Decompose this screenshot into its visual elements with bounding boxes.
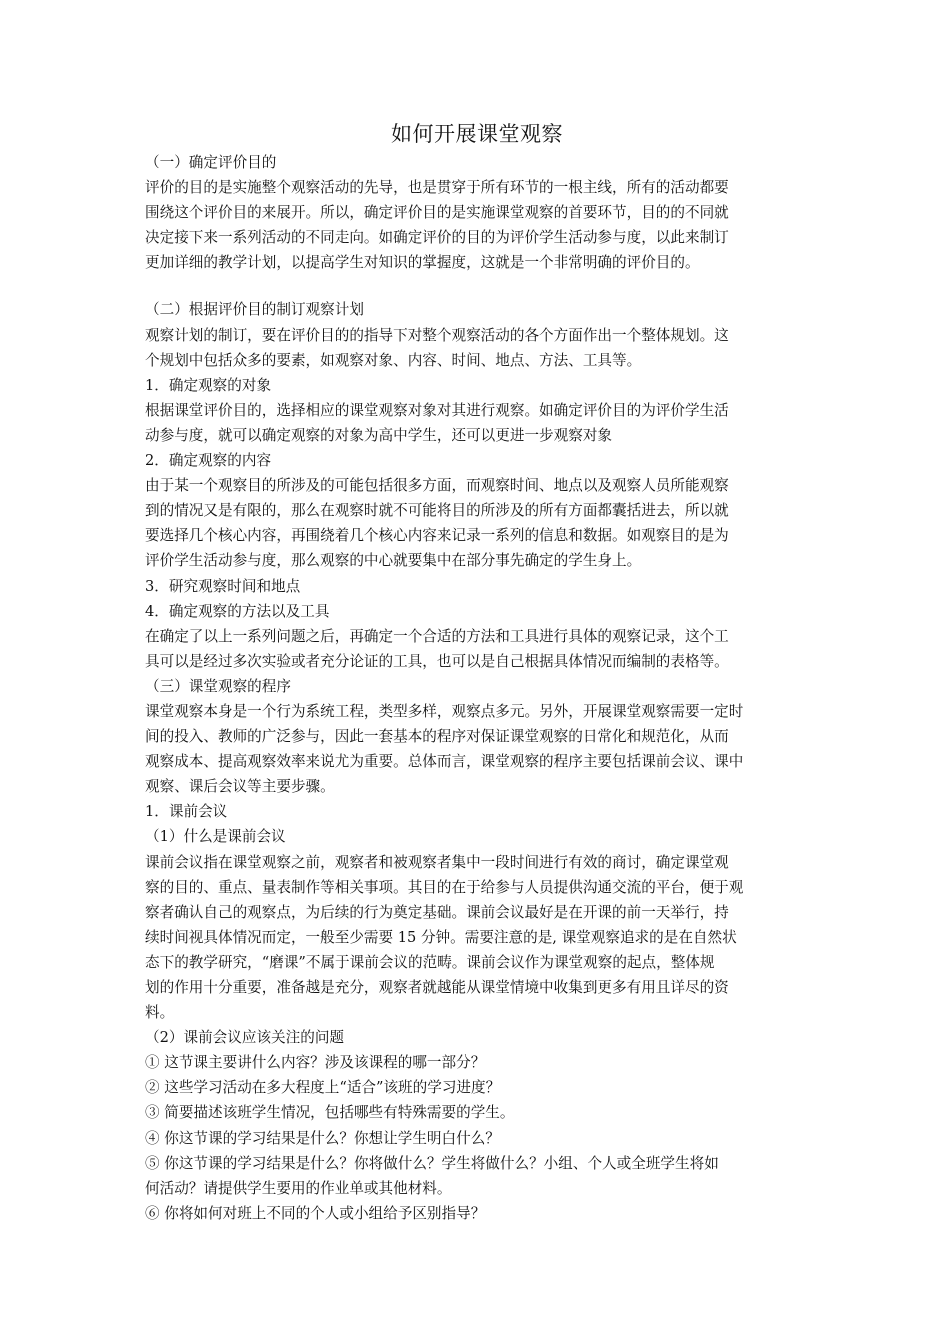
- list-item: ⑤ 你这节课的学习结果是什么？你将做什么？学生将做什么？小组、个人或全班学生将如: [145, 1154, 719, 1172]
- paragraph-line: 围绕这个评价目的来展开。所以，确定评价目的是实施课堂观察的首要环节，目的的不同就: [145, 204, 729, 222]
- paragraph-line: 评价学生活动参与度，那么观察的中心就要集中在部分事先确定的学生身上。: [145, 552, 642, 570]
- paragraph-line: 要选择几个核心内容，再围绕着几个核心内容来记录一系列的信息和数据。如观察目的是为: [145, 527, 729, 545]
- paragraph-line: 个规划中包括众多的要素，如观察对象、内容、时间、地点、方法、工具等。: [145, 351, 642, 369]
- document-title: 如何开展课堂观察: [391, 122, 563, 146]
- subsection-heading: 3．研究观察时间和地点: [145, 577, 301, 595]
- section-heading: （三）课堂观察的程序: [145, 677, 291, 695]
- paragraph-line: 划的作用十分重要，准备越是充分，观察者就越能从课堂情境中收集到更多有用且详尽的资: [145, 979, 729, 996]
- paragraph-line: 察的目的、重点、量表制作等相关事项。其目的在于给参与人员提供沟通交流的平台，便于观: [145, 878, 744, 896]
- paragraph-line: 动参与度，就可以确定观察的对象为高中学生，还可以更进一步观察对象: [145, 426, 613, 444]
- paragraph-line: 续时间视具体情况而定，一般至少需要 15 分钟。需要注意的是, 课堂观察追求的是在自然状: [145, 928, 737, 946]
- paragraph-line: 由于某一个观察目的所涉及的可能包括很多方面，而观察时间、地点以及观察人员所能观察: [145, 477, 729, 495]
- list-item: ① 这节课主要讲什么内容？涉及该课程的哪一部分？: [145, 1054, 486, 1072]
- paragraph-line: 态下的教学研究，“磨课”不属于课前会议的范畴。课前会议作为课堂观察的起点，整体规: [145, 953, 715, 971]
- section-heading: （一）确定评价目的: [145, 154, 277, 171]
- list-item: ④ 你这节课的学习结果是什么？你想让学生明白什么？: [145, 1129, 500, 1147]
- paragraph-line: 观察计划的制订，要在评价目的的指导下对整个观察活动的各个方面作出一个整体规划。这: [145, 326, 729, 344]
- paragraph-line: 观察成本、提高观察效率来说尤为重要。总体而言，课堂观察的程序主要包括课前会议、课中: [145, 753, 744, 771]
- list-item: ③ 简要描述该班学生情况，包括哪些有特殊需要的学生。: [145, 1104, 515, 1122]
- list-item: 何活动？请提供学生要用的作业单或其他材料。: [145, 1179, 452, 1197]
- paragraph-line: 根据课堂评价目的，选择相应的课堂观察对象对其进行观察。如确定评价目的为评价学生活: [145, 401, 729, 419]
- paragraph-line: 到的情况又是有限的，那么在观察时就不可能将目的所涉及的所有方面都囊括进去，所以就: [145, 502, 729, 520]
- paragraph-line: 课堂观察本身是一个行为系统工程，类型多样，观察点多元。另外，开展课堂观察需要一定时: [145, 702, 744, 720]
- paragraph-line: 更加详细的教学计划，以提高学生对知识的掌握度，这就是一个非常明确的评价目的。: [145, 254, 700, 272]
- subsection-heading: 1．确定观察的对象: [145, 376, 272, 394]
- paragraph-line: 察者确认自己的观察点，为后续的行为奠定基础。课前会议最好是在开课的前一天举行，持: [145, 903, 729, 921]
- document-page: [145, 120, 809, 1226]
- subsection-heading: （2）课前会议应该关注的问题: [145, 1029, 345, 1047]
- section-heading: （二）根据评价目的制订观察计划: [145, 301, 364, 319]
- subsection-heading: 4．确定观察的方法以及工具: [145, 602, 330, 620]
- blank-line: [145, 275, 809, 297]
- paragraph-line: 具可以是经过多次实验或者充分论证的工具，也可以是自己根据具体情况而编制的表格等。: [145, 652, 729, 670]
- subsection-heading: （1）什么是课前会议: [145, 828, 286, 846]
- paragraph-line: 观察、课后会议等主要步骤。: [145, 778, 335, 796]
- subsection-heading: 2．确定观察的内容: [145, 452, 272, 470]
- paragraph-line: 评价的目的是实施整个观察活动的先导，也是贯穿于所有环节的一根主线，所有的活动都要: [145, 179, 729, 197]
- paragraph-line: 料。: [145, 1004, 175, 1022]
- paragraph-line: 在确定了以上一系列问题之后，再确定一个合适的方法和工具进行具体的观察记录，这个工: [145, 627, 729, 645]
- paragraph-line: 间的投入、教师的广泛参与，因此一套基本的程序对保证课堂观察的日常化和规范化，从而: [145, 728, 729, 746]
- subsection-heading: 1．课前会议: [145, 803, 228, 821]
- list-item: ⑥ 你将如何对班上不同的个人或小组给予区别指导？: [145, 1204, 486, 1222]
- paragraph-line: 决定接下来一系列活动的不同走向。如确定评价的目的为评价学生活动参与度，以此来制订: [145, 229, 729, 247]
- list-item: ② 这些学习活动在多大程度上“适合”该班的学习进度？: [145, 1079, 501, 1097]
- paragraph-line: 课前会议指在课堂观察之前，观察者和被观察者集中一段时间进行有效的商讨，确定课堂观: [145, 853, 729, 871]
